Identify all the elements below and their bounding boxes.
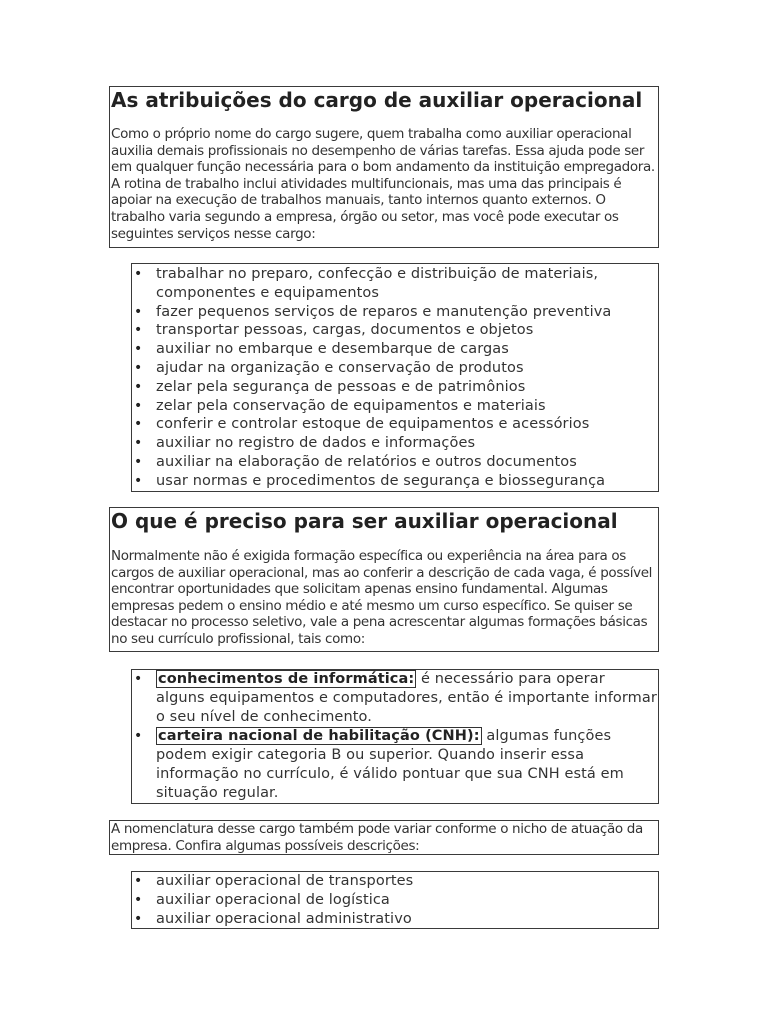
list-item: • usar normas e procedimentos de segurança e biossegurança [134, 472, 658, 491]
nomenclature-paragraph: A nomenclatura desse cargo também pode variar conforme o nicho de atuação da empresa. Confira algumas possíveis descrições: [111, 821, 643, 854]
list-item [134, 727, 658, 803]
list-item: • fazer pequenos serviços de reparos e manutenção preventiva [134, 303, 658, 322]
duties-list-box [131, 263, 659, 492]
section-nomenclature [109, 820, 659, 855]
list-item: • ajudar na organização e conservação de produtos [134, 359, 658, 378]
titles-list-box [131, 871, 659, 929]
term-label: conhecimentos de informática: [158, 671, 415, 687]
list-item: • conferir e controlar estoque de equipamentos e acessórios [134, 415, 658, 434]
list-item: • trabalhar no preparo, confecção e distribuição de materiais, componentes e equipamentos [134, 265, 658, 303]
section-requirements-intro [109, 507, 659, 652]
term-label: carteira nacional de habilitação (CNH): [158, 728, 480, 744]
list-item: • auxiliar na elaboração de relatórios e outros documentos [134, 453, 658, 472]
duties-list [134, 265, 658, 491]
term-description: é necessário para operar alguns equipamentos e computadores, então é importante informar o seu nível de conhecimento. [156, 671, 657, 725]
list-item [134, 670, 658, 727]
term-description: algumas funções podem exigir categoria B ou superior. Quando inserir essa informação no currículo, é válido pontuar que sua CNH está em situação regular. [156, 728, 624, 801]
section-title: As atribuições do cargo de auxiliar operacional [111, 88, 643, 112]
list-item: • transportar pessoas, cargas, documentos e objetos [134, 321, 658, 340]
titles-list [134, 872, 658, 928]
list-item: • auxiliar no embarque e desembarque de cargas [134, 340, 658, 359]
list-item: • auxiliar operacional de transportes [134, 872, 658, 891]
list-item: • zelar pela conservação de equipamentos e materiais [134, 397, 658, 416]
requirements-paragraph: Normalmente não é exigida formação específica ou experiência na área para os cargos de auxiliar operacional, mas ao conferir a descrição de cada vaga, é possível encontrar oportunidades que solicitam apenas ensino fundamental. Algumas empresas pedem o ensino médio e até mesmo um curso específico. Se quiser se destacar no processo seletivo, vale a pena acrescentar algumas formações básicas no seu currículo profissional, tais como: [111, 548, 653, 647]
list-item: • zelar pela segurança de pessoas e de patrimônios [134, 378, 658, 397]
list-item: • auxiliar operacional de logística [134, 891, 658, 910]
section-duties-intro [109, 86, 659, 248]
requirements-list [134, 670, 658, 803]
list-item: • auxiliar operacional administrativo [134, 910, 658, 929]
requirements-list-box [131, 669, 659, 804]
section-title: O que é preciso para ser auxiliar operacional [111, 509, 618, 533]
list-item: • auxiliar no registro de dados e informações [134, 434, 658, 453]
intro-paragraph: Como o próprio nome do cargo sugere, quem trabalha como auxiliar operacional auxilia demais profissionais no desempenho de várias tarefas. Essa ajuda pode ser em qualquer função necessária para o bom andamento da instituição empregadora. A rotina de trabalho inclui atividades multifuncionais, mas uma das principais é apoiar na execução de trabalhos manuais, tanto internos quanto externos. O trabalho varia segundo a empresa, órgão ou setor, mas você pode executar os seguintes serviços nesse cargo: [111, 126, 655, 242]
